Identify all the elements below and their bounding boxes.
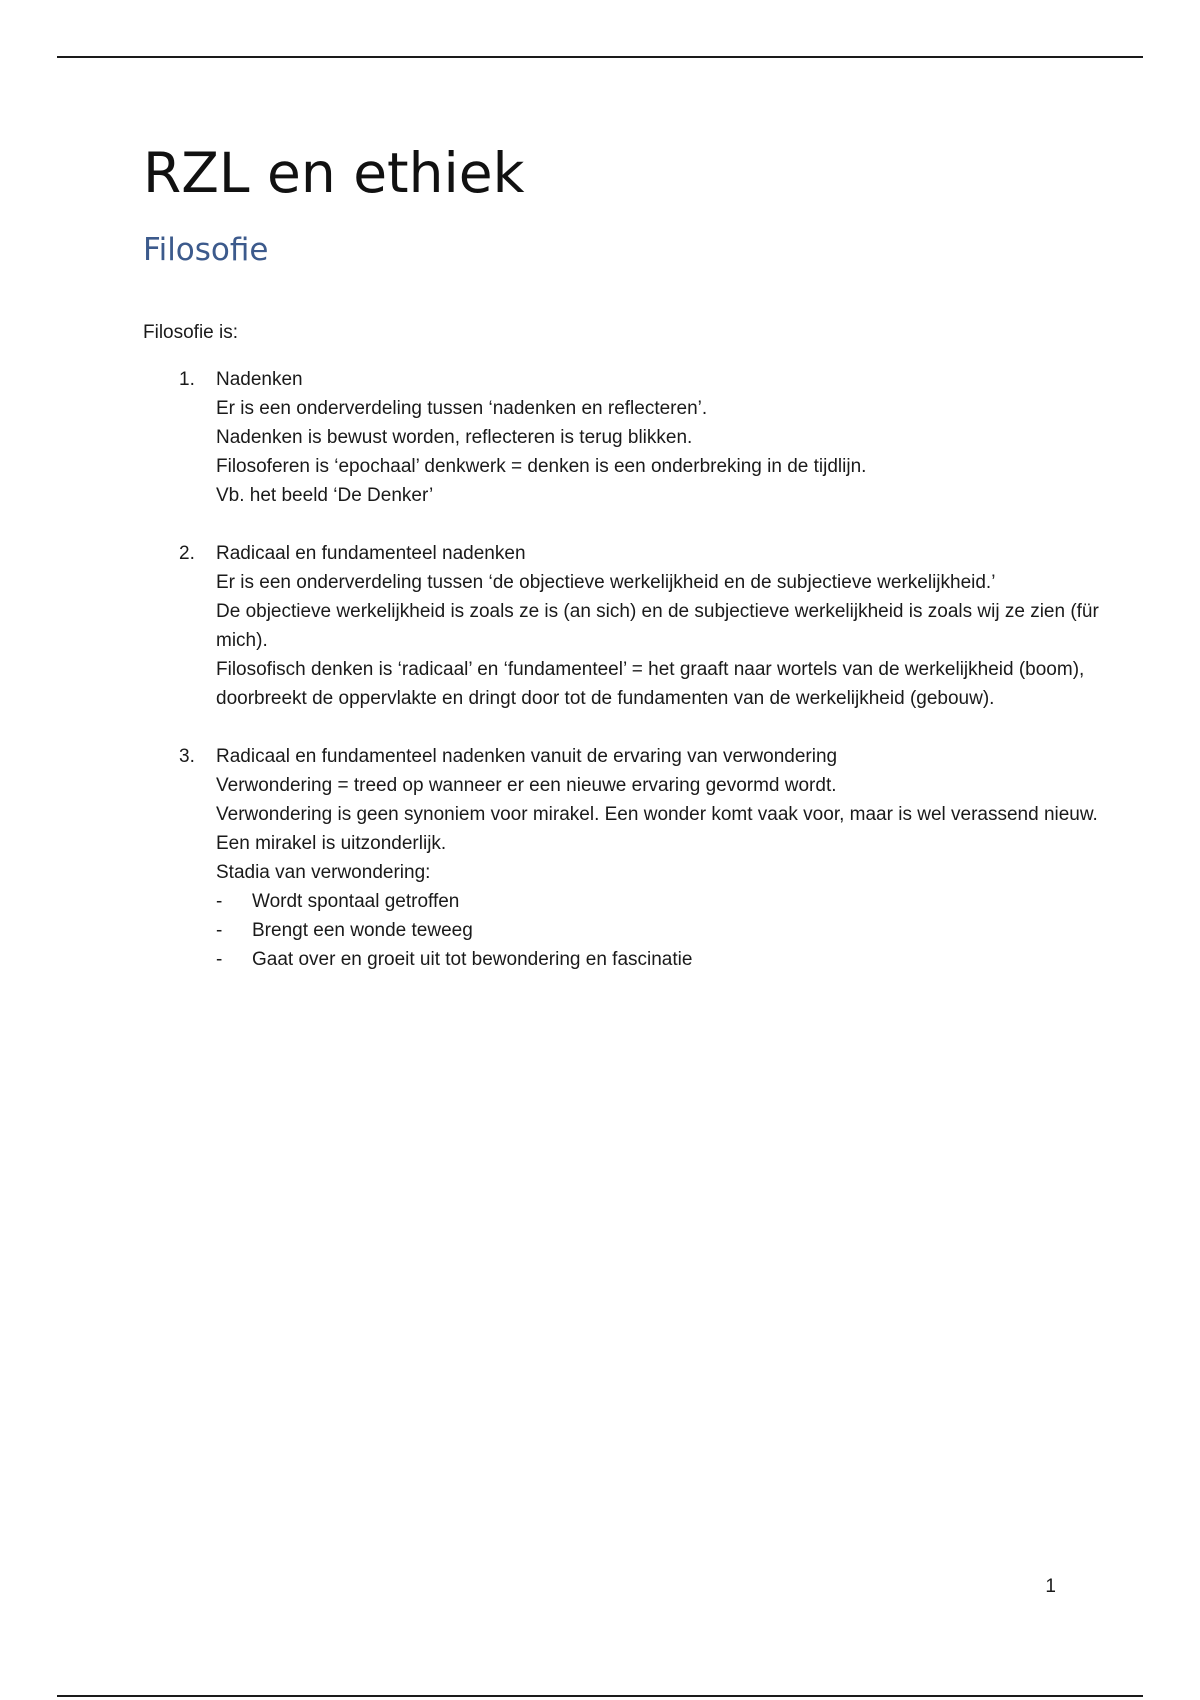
bullet-item (216, 887, 1103, 916)
list-item-heading: Radicaal en fundamenteel nadenken vanuit de ervaring van verwondering (216, 746, 838, 767)
paragraph-line: Filosofisch denken is ‘radicaal’ en ‘fundamenteel’ = het graaft naar wortels van de werkelijkheid (boom), doorbreekt de oppervlakte en dringt door tot de fundamenten van de werkelijkheid (gebouw). (216, 659, 1085, 709)
bullet-item (216, 945, 1103, 974)
paragraph-line: Filosoferen is ‘epochaal’ denkwerk = denken is een onderbreking in de tijdlijn. (216, 456, 867, 477)
list-item-heading: Nadenken (216, 369, 303, 390)
list-item-heading: Radicaal en fundamenteel nadenken (216, 543, 526, 564)
paragraph-line: Er is een onderverdeling tussen ‘nadenken en reflecteren’. (216, 398, 708, 419)
paragraph-line: Vb. het beeld ‘De Denker’ (216, 485, 434, 506)
bullet-list (216, 887, 1103, 974)
paragraph-line: Nadenken is bewust worden, reflecteren is terug blikken. (216, 427, 693, 448)
bullet-marker: - (216, 891, 223, 912)
paragraph-line: Verwondering is geen synoniem voor mirakel. Een wonder komt vaak voor, maar is wel verassend nieuw. Een mirakel is uitzonderlijk. (216, 804, 1098, 854)
list-item (143, 742, 1103, 974)
header-rule (57, 56, 1143, 58)
section-heading: Filosofie (143, 232, 269, 268)
paragraph-line: De objectieve werkelijkheid is zoals ze is (an sich) en de subjectieve werkelijkheid is zoals wij ze zien (für mich). (216, 601, 1099, 651)
page-number: 1 (1045, 1576, 1056, 1597)
list-item (143, 365, 1103, 510)
intro-text: Filosofie is: (143, 322, 239, 343)
bullet-item (216, 916, 1103, 945)
numbered-list (143, 365, 1103, 974)
bullet-text: Wordt spontaal getroffen (252, 891, 460, 912)
list-number: 2. (179, 543, 195, 564)
bullet-text: Gaat over en groeit uit tot bewondering en fascinatie (252, 949, 693, 970)
document-title: RZL en ethiek (143, 141, 525, 205)
paragraph-line: Er is een onderverdeling tussen ‘de objectieve werkelijkheid en de subjectieve werkelijkheid.’ (216, 572, 996, 593)
list-number: 3. (179, 746, 195, 767)
bullet-marker: - (216, 949, 223, 970)
list-number: 1. (179, 369, 195, 390)
list-item (143, 539, 1103, 713)
bullet-text: Brengt een wonde teweeg (252, 920, 473, 941)
bullet-marker: - (216, 920, 223, 941)
paragraph-line: Verwondering = treed op wanneer er een nieuwe ervaring gevormd wordt. (216, 775, 837, 796)
footer-rule (57, 1695, 1143, 1697)
paragraph-line: Stadia van verwondering: (216, 862, 431, 883)
